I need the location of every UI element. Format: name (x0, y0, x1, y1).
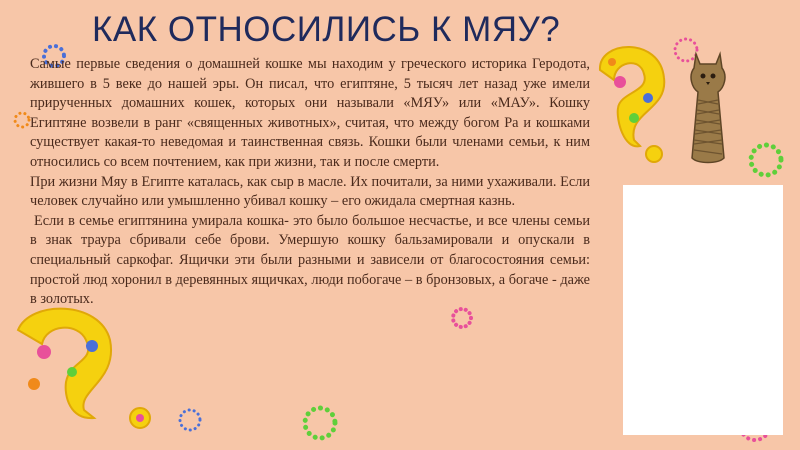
white-panel (623, 185, 783, 435)
dotted-circle-green-bottom (305, 408, 335, 438)
dotted-circle-orange-topleft (15, 113, 29, 127)
dotted-circle-blue-bottomleft (180, 410, 200, 430)
slide-title: КАК ОТНОСИЛИСЬ К МЯУ? (92, 10, 561, 49)
paragraph-3: Если в семье египтянина умирала кошка- это было большое несчастье, и все члены семьи в знак траура сбривали себе брови. Умершую кошку бальзамировали и опускали в специальный саркофаг. Ящички эти были разными и зависели от благосостояния семьи: простой люд хоронил в деревянных ящичках, люди побогаче – в бронзовых, а богаче - даже в золотых. (30, 212, 590, 308)
paragraph-2: При жизни Мяу в Египте каталась, как сыр в масле. Их почитали, за ними ухаживали. Если человек случайно или умышленно убивал кошку – его ожидала смертная казнь. (30, 173, 590, 210)
dotted-circle-green-right (751, 145, 781, 175)
question-mark-top-right (600, 47, 664, 162)
slide-body-text (30, 55, 590, 310)
question-mark-bottom-left (18, 309, 150, 428)
dotted-circle-pink-mid (453, 309, 471, 327)
cat-mummy-image (678, 48, 738, 166)
paragraph-1: Самые первые сведения о домашней кошке мы находим у греческого историка Геродота, жившего в 5 веке до нашей эры. Он писал, что египтяне, 5 тысяч лет назад уже имели прирученных домашних кошек, которых они называли «МЯУ» или «МАУ». Кошку Египтяне возвели в ранг «священных животных», считая, что между богом Ра и кошками существует какая-то неведомая и таинственная связь. Кошки были членами семьи, к ним относились со всем почтением, как при жизни, так и после смерти. (30, 56, 590, 170)
